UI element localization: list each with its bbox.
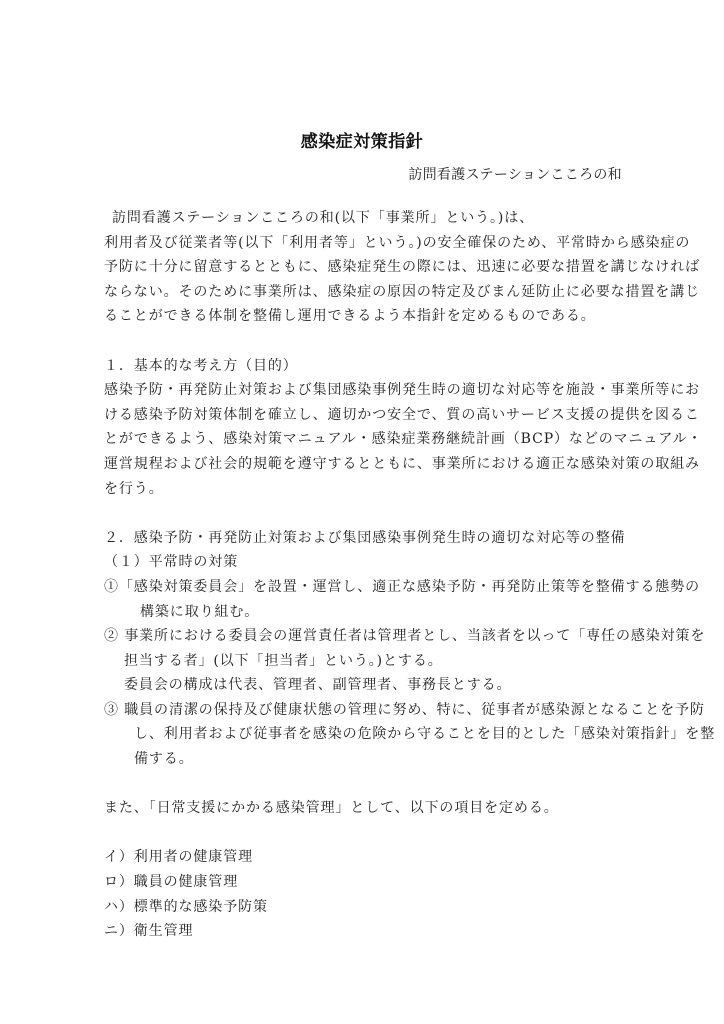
measure-line: ③ 職員の清潔の保持及び健康状態の管理に努め、特に、従事者が感染源となることを予防 (104, 701, 705, 718)
management-list-item: イ）利用者の健康管理 (104, 849, 253, 866)
intro-line: ならない。そのために事業所は、感染症の原因の特定及びまん延防止に必要な措置を講じ (104, 283, 700, 300)
document-body (104, 206, 716, 944)
management-list-item: ハ）標準的な感染予防策 (104, 898, 268, 915)
section-2 (104, 526, 716, 944)
section-1-line: 運営規程および社会的規範を遵守するとともに、事業所における適正な感染対策の取組み (104, 455, 700, 472)
intro-line: 訪問看護ステーションこころの和(以下「事業所」という。)は、 (112, 210, 535, 226)
section-1-heading: １．基本的な考え方（目的） (104, 357, 298, 374)
intro-line: ることができる体制を整備し運用できるよう本指針を定めるものである。 (104, 308, 596, 325)
measure-line: 備する。 (134, 751, 194, 768)
management-list-item: ニ）衛生管理 (104, 923, 194, 940)
spacer (104, 329, 624, 354)
document-title: 感染症対策指針 (300, 132, 424, 152)
spacer (104, 501, 624, 526)
section-1-line: ける感染予防対策体制を確立し、適切かつ安全で、質の高いサービス支援の提供を図るこ (104, 406, 700, 423)
measure-item-3 (104, 698, 716, 772)
measure-line: ② 事業所における委員会の運営責任者は管理者とし、当該者を以って「専任の感染対策を (104, 628, 706, 645)
section-1 (104, 354, 703, 502)
management-list (104, 845, 624, 943)
spacer (104, 821, 624, 846)
section-2-subheading: （１）平常時の対策 (104, 554, 239, 571)
section-1-line: とができるよう、感染対策マニュアル・感染症業務継続計画（BCP）などのマニュアル・ (104, 431, 703, 448)
measure-line: 委員会の構成は代表、管理者、副管理者、事務長とする。 (124, 677, 512, 694)
section-2-heading: ２．感染予防・再発防止対策および集団感染事例発生時の適切な対応等の整備 (104, 529, 626, 546)
measure-line: 構築に取り組む。 (140, 603, 260, 620)
section-1-line: を行う。 (104, 480, 164, 497)
intro-paragraph (104, 206, 700, 329)
organization-name: 訪問看護ステーションこころの和 (408, 167, 622, 183)
intro-line: 利用者及び従業者等(以下「利用者等」という。)の安全確保のため、平常時から感染症の (104, 234, 691, 251)
management-list-item: ロ）職員の健康管理 (104, 874, 239, 891)
measure-line: 担当する者」(以下「担当者」という。)とする。 (124, 652, 443, 669)
spacer (104, 772, 624, 797)
measure-item-1 (104, 575, 700, 624)
intro-line: 予防に十分に留意するとともに、感染症発生の際には、迅速に必要な措置を講じなければ (104, 259, 700, 276)
section-1-line: 感染予防・再発防止対策および集団感染事例発生時の適切な対応等を施設・事業所等にお (104, 382, 700, 399)
measure-item-2 (104, 624, 706, 698)
infection-management-note: また、「日常支援にかかる感染管理」として、以下の項目を定める。 (104, 800, 559, 817)
measure-line: し、利用者および従事者を感染の危険から守ることを目的とした「感染対策指針」を整 (134, 726, 716, 743)
measure-line: ①「感染対策委員会」を設置・運営し、適正な感染予防・再発防止策等を整備する態勢の (104, 578, 700, 595)
